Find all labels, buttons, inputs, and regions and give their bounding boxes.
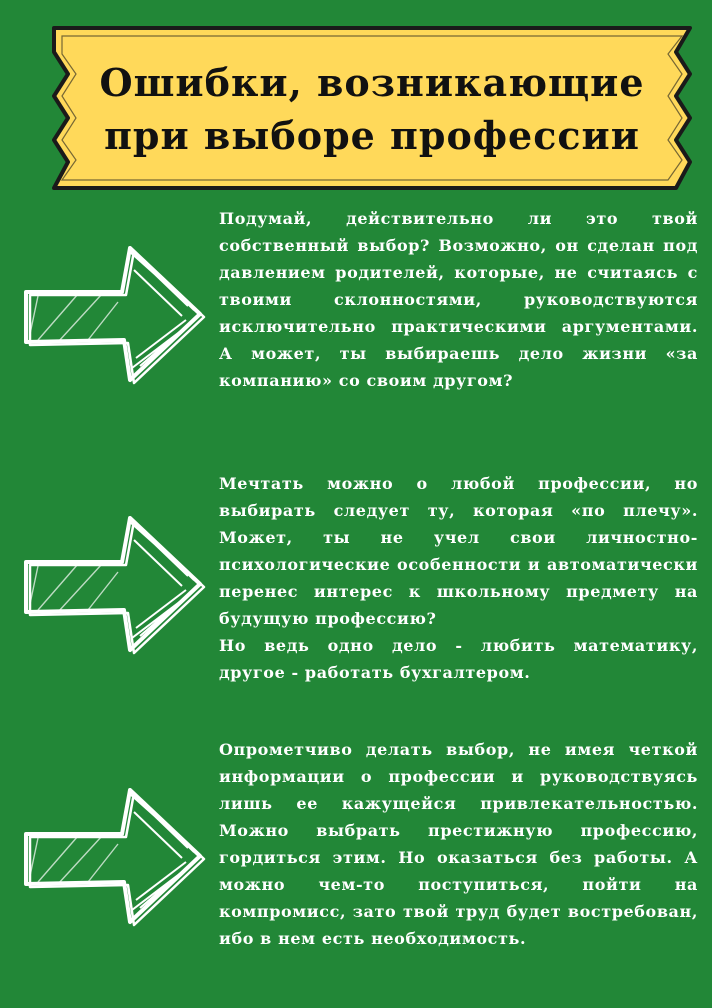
title-banner (48, 22, 696, 194)
arrow-right-icon (18, 240, 214, 390)
mistake-3-text (219, 736, 698, 952)
title-line-1: Ошибки, возникающие (99, 60, 645, 105)
mistake-1-paragraph: Подумай, действительно ли это твой собственный выбор? Возможно, он сделан под давлением родителей, которые, не считаясь с твоими склонностями, руководствуются исключительно практическими аргументами. А может, ты выбираешь дело жизни «за компанию» со своим другом? (219, 209, 698, 390)
arrow-right-icon (18, 510, 214, 660)
mistake-2-paragraph-1: Мечтать можно о любой профессии, но выбирать следует ту, которая «по плечу». Может, ты не учел свои личностно-психологические особенности и автоматически перенес интерес к школьному предмету на будущую профессию? (219, 474, 698, 628)
mistake-2-paragraph-2: Но ведь одно дело - любить математику, другое - работать бухгалтером. (219, 636, 698, 682)
mistake-2-text (219, 470, 698, 686)
page-title (48, 56, 696, 162)
mistake-3-paragraph: Опрометчиво делать выбор, не имея четкой информации о профессии и руководствуясь лишь ее кажущейся привлекательностью. Можно выбрать престижную профессию, гордиться этим. Но оказаться без работы. А можно чем-то поступиться, пойти на компромисс, зато твой труд будет востребован, ибо в нем есть необходимость. (219, 740, 698, 948)
arrow-right-icon (18, 782, 214, 932)
mistake-1-text (219, 205, 698, 394)
title-line-2: при выборе профессии (104, 113, 640, 158)
